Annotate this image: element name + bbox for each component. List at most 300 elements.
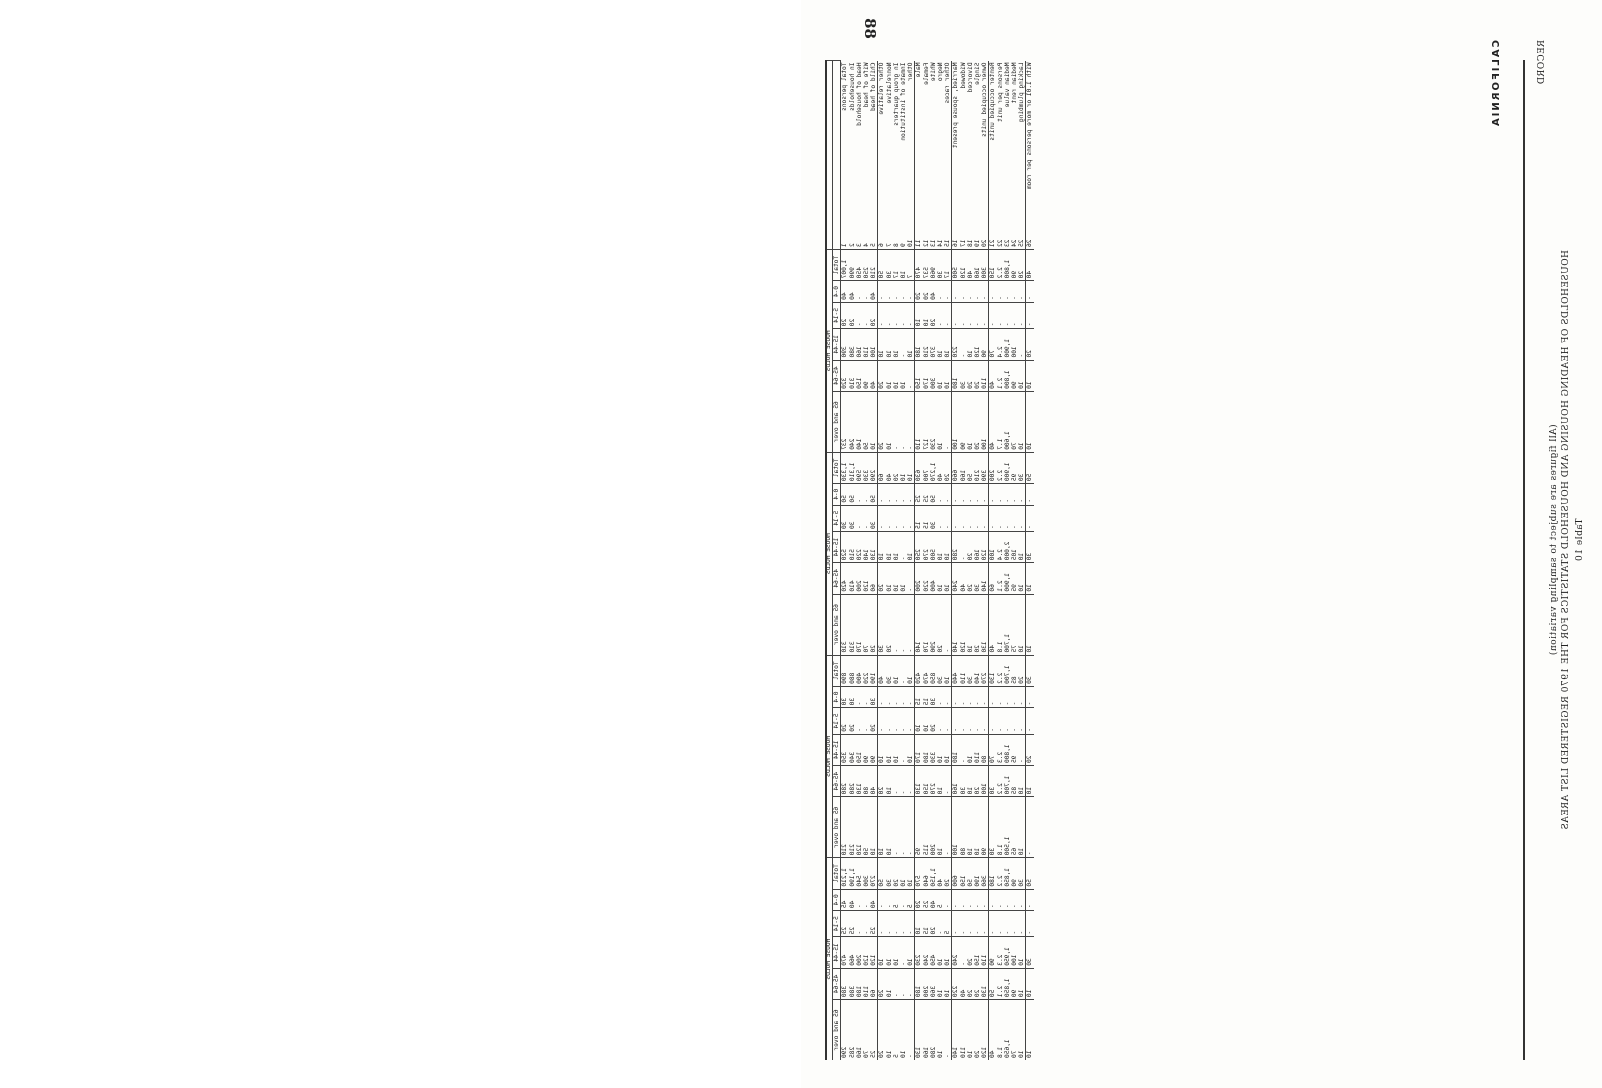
table-cell: 1,800 xyxy=(1004,250,1011,281)
table-cell: - xyxy=(981,889,989,910)
table-cell: 270 xyxy=(870,858,878,889)
table-cell: 100 xyxy=(870,329,878,360)
table-cell: 10 xyxy=(944,937,952,968)
table-cell: - xyxy=(960,281,967,302)
table-cell: 30 xyxy=(1026,531,1034,562)
table-cell: - xyxy=(863,708,870,734)
table-cell: - xyxy=(900,708,907,734)
table-cell: 170 xyxy=(856,594,863,655)
table-cell: 50 xyxy=(930,484,937,505)
table-cell: 140 xyxy=(952,1000,960,1060)
row-label xyxy=(937,61,944,250)
table-cell: 127 xyxy=(923,391,930,452)
table-cell: 10 xyxy=(923,708,930,734)
table-cell: 90 xyxy=(870,734,878,765)
table-cell: 290 xyxy=(841,1000,849,1060)
table-cell: - xyxy=(907,505,915,531)
table-cell: - xyxy=(944,484,952,505)
table-cell: 10 xyxy=(1018,766,1026,797)
table-cell: 90 xyxy=(989,937,997,968)
table-cell: - xyxy=(952,484,960,505)
table-cell: 240 xyxy=(923,937,930,968)
table-cell: 520 xyxy=(841,531,849,562)
table-cell: 240 xyxy=(952,937,960,968)
table-cell: 150 xyxy=(856,360,863,391)
table-cell: 10 xyxy=(907,937,915,968)
table-cell: 130 xyxy=(856,766,863,797)
table-cell: - xyxy=(989,505,997,531)
table-cell: 150 xyxy=(960,858,967,889)
table-cell: 130 xyxy=(915,1000,923,1060)
table-cell: 25 xyxy=(923,484,930,505)
column-header: 0-4 xyxy=(833,281,841,302)
table-cell: 90 xyxy=(1011,968,1018,999)
table-cell: - xyxy=(1026,911,1034,937)
table-cell: 160 xyxy=(974,531,981,562)
table-cell: 210 xyxy=(849,797,856,858)
table-cell: 70 xyxy=(863,594,870,655)
table-cell: - xyxy=(989,484,997,505)
table-cell: - xyxy=(856,281,863,302)
column-header: 45-64 xyxy=(833,563,841,594)
row-label-text: Divorced xyxy=(966,62,974,93)
table-cell: 10 xyxy=(967,594,974,655)
table-cell: 10 xyxy=(893,563,900,594)
table-cell: - xyxy=(967,281,974,302)
table-cell: - xyxy=(900,889,907,910)
table-cell: - xyxy=(1018,889,1026,910)
row-line-number: 21 xyxy=(989,239,997,248)
table-cell: 130 xyxy=(981,968,989,999)
row-label xyxy=(856,61,863,250)
table-cell: 90 xyxy=(863,734,870,765)
table-row xyxy=(886,61,893,1061)
table-cell: - xyxy=(886,889,893,910)
table-cell: 10 xyxy=(1018,594,1026,655)
row-line-number: 2 xyxy=(848,243,856,248)
table-cell: 90 xyxy=(1011,250,1018,281)
table-cell: 10 xyxy=(1026,766,1034,797)
table-cell: 1,500 xyxy=(1004,797,1011,858)
table-cell: 500 xyxy=(930,531,937,562)
table-cell: 30 xyxy=(937,250,944,281)
row-label xyxy=(915,61,923,250)
table-cell: 10 xyxy=(886,937,893,968)
table-cell: 105 xyxy=(1011,531,1018,562)
row-label xyxy=(997,61,1004,250)
table-cell: 10 xyxy=(878,797,886,858)
table-cell: - xyxy=(907,766,915,797)
table-cell: 20 xyxy=(870,302,878,328)
row-label-text: White xyxy=(929,62,937,82)
table-cell: 210 xyxy=(974,452,981,483)
table-cell: 50 xyxy=(841,484,849,505)
table-cell: 60 xyxy=(878,452,886,483)
table-cell: 140 xyxy=(856,391,863,452)
table-cell: 280 xyxy=(952,531,960,562)
column-header: Total xyxy=(833,858,841,889)
table-cell: 10 xyxy=(1018,797,1026,858)
table-cell: - xyxy=(907,911,915,937)
table-cell: 170 xyxy=(915,734,923,765)
row-line-number: 24 xyxy=(1011,239,1019,248)
table-cell: - xyxy=(967,686,974,707)
table-cell: - xyxy=(960,911,967,937)
table-cell: 5 xyxy=(907,889,915,910)
table-cell: 20 xyxy=(967,937,974,968)
table-cell: - xyxy=(893,302,900,328)
table-cell: 510 xyxy=(849,531,856,562)
table-cell: 10 xyxy=(923,302,930,328)
table-cell: 700 xyxy=(923,452,930,483)
table-cell: - xyxy=(960,708,967,734)
table-cell: - xyxy=(900,734,907,765)
table-cell: - xyxy=(893,911,900,937)
column-group-row xyxy=(825,61,833,1061)
table-cell: - xyxy=(900,302,907,328)
table-cell: 70 xyxy=(989,734,997,765)
table-cell: - xyxy=(981,708,989,734)
table-cell: 20 xyxy=(923,281,930,302)
column-group: HOUSE HOLDS xyxy=(825,250,833,453)
table-cell: - xyxy=(863,889,870,910)
table-cell: 120 xyxy=(960,594,967,655)
table-cell: 10 xyxy=(967,1000,974,1060)
table-cell: 10 xyxy=(1018,360,1026,391)
table-cell: - xyxy=(981,302,989,328)
table-cell: 150 xyxy=(915,360,923,391)
table-cell: - xyxy=(863,281,870,302)
row-label-text: With 1.01 or more persons per room xyxy=(1026,62,1034,190)
table-cell: - xyxy=(878,281,886,302)
table-cell: 10 xyxy=(967,329,974,360)
table-cell: 10 xyxy=(878,734,886,765)
table-cell: 40 xyxy=(989,1000,997,1060)
column-header: 65 and over xyxy=(833,1000,841,1060)
table-cell: - xyxy=(1004,484,1011,505)
row-line-number: 11 xyxy=(915,239,923,248)
table-cell: 2.1 xyxy=(997,968,1004,999)
table-cell: 420 xyxy=(841,563,849,594)
table-cell: - xyxy=(981,505,989,531)
table-cell: 20 xyxy=(974,968,981,999)
column-header: 65 and over xyxy=(833,797,841,858)
table-cell: 5 xyxy=(937,889,944,910)
table-cell: - xyxy=(886,302,893,328)
table-row xyxy=(960,61,967,1061)
table-cell: 15 xyxy=(915,686,923,707)
table-cell: - xyxy=(863,484,870,505)
row-line-number: 9 xyxy=(900,243,908,248)
row-label-text: Inmate of institution xyxy=(900,62,908,141)
table-cell: 20 xyxy=(967,360,974,391)
table-cell: 240 xyxy=(952,563,960,594)
table-cell: 30 xyxy=(886,858,893,889)
table-row xyxy=(1018,61,1026,1061)
table-cell: 50 xyxy=(967,452,974,483)
table-cell: 1,210 xyxy=(841,858,849,889)
row-label xyxy=(989,61,997,250)
table-row xyxy=(907,61,915,1061)
table-cell: - xyxy=(856,911,863,937)
table-cell: 10 xyxy=(907,734,915,765)
table-cell: - xyxy=(1018,911,1026,937)
table-cell: 1,600 xyxy=(1004,391,1011,452)
table-cell: - xyxy=(944,302,952,328)
row-line-number: 8 xyxy=(892,243,900,248)
table-cell: - xyxy=(1018,302,1026,328)
table-cell: 30 xyxy=(1026,655,1034,686)
table-cell: 95 xyxy=(1011,734,1018,765)
table-cell: 110 xyxy=(863,968,870,999)
table-cell: 40 xyxy=(930,281,937,302)
row-line-number: 22 xyxy=(996,239,1004,248)
table-cell: 10 xyxy=(967,391,974,452)
column-header: 65 and over xyxy=(833,594,841,655)
row-label-text: Median value xyxy=(1003,62,1011,108)
table-cell: 850 xyxy=(930,655,937,686)
table-cell: 10 xyxy=(893,937,900,968)
table-cell: 100 xyxy=(989,531,997,562)
table-cell: 10 xyxy=(944,563,952,594)
table-cell: - xyxy=(989,302,997,328)
table-cell: - xyxy=(907,281,915,302)
table-cell: 20 xyxy=(974,360,981,391)
table-cell: 10 xyxy=(1026,968,1034,999)
table-cell: 220 xyxy=(952,968,960,999)
table-cell: - xyxy=(1018,708,1026,734)
table-cell: 65 xyxy=(1011,797,1018,858)
table-cell: - xyxy=(907,484,915,505)
column-header: 5-14 xyxy=(833,505,841,531)
table-cell: 70 xyxy=(1011,1000,1018,1060)
column-header: 5-14 xyxy=(833,302,841,328)
table-cell: - xyxy=(907,1000,915,1060)
table-cell: 50 xyxy=(863,391,870,452)
table-cell: 20 xyxy=(930,708,937,734)
page xyxy=(801,0,1602,1088)
table-cell: 140 xyxy=(915,594,923,655)
row-label xyxy=(967,61,974,250)
table-cell: 180 xyxy=(952,360,960,391)
table-cell: 10 xyxy=(886,1000,893,1060)
table-cell: - xyxy=(900,594,907,655)
table-cell: 40 xyxy=(989,360,997,391)
table-cell: - xyxy=(944,391,952,452)
row-label-text: Persons per unit xyxy=(996,62,1004,123)
table-cell: 30 xyxy=(1018,452,1026,483)
table-row xyxy=(1026,61,1034,1061)
table-cell: 450 xyxy=(930,937,937,968)
table-cell: - xyxy=(960,531,967,562)
column-header: 5-14 xyxy=(833,708,841,734)
table-cell: 10 xyxy=(1026,563,1034,594)
table-cell: 60 xyxy=(989,563,997,594)
table-cell: 420 xyxy=(915,655,923,686)
table-cell: 110 xyxy=(981,937,989,968)
stub-head xyxy=(825,61,833,250)
table-cell: - xyxy=(952,302,960,328)
table-cell: - xyxy=(900,329,907,360)
row-label xyxy=(907,61,915,250)
table-cell: 10 xyxy=(900,452,907,483)
table-cell: 20 xyxy=(1018,250,1026,281)
table-cell: 1,310 xyxy=(849,452,856,483)
table-cell: - xyxy=(960,686,967,707)
table-cell: 30 xyxy=(930,505,937,531)
table-cell: 50 xyxy=(878,250,886,281)
row-line-number: 7 xyxy=(885,243,893,248)
table-cell: 130 xyxy=(989,655,997,686)
table-cell: - xyxy=(856,505,863,531)
table-cell: 115 xyxy=(923,797,930,858)
row-label xyxy=(930,61,937,250)
table-cell: - xyxy=(974,302,981,328)
table-cell: - xyxy=(856,686,863,707)
table-cell: 70 xyxy=(863,1000,870,1060)
row-label-text: Head of household xyxy=(855,62,863,126)
table-cell: 10 xyxy=(937,797,944,858)
table-cell: - xyxy=(937,686,944,707)
table-cell: 290 xyxy=(870,452,878,483)
table-cell: 90 xyxy=(1011,858,1018,889)
table-cell: 470 xyxy=(841,937,849,968)
table-cell: 10 xyxy=(967,766,974,797)
table-cell: - xyxy=(974,686,981,707)
table-cell: - xyxy=(981,484,989,505)
row-label-text: Lacking plumbing xyxy=(1018,62,1026,123)
table-cell: - xyxy=(960,505,967,531)
table-cell: - xyxy=(974,911,981,937)
table-cell: 20 xyxy=(849,302,856,328)
row-label-text: Nonrelative xyxy=(885,62,893,104)
column-header: 45-64 xyxy=(833,360,841,391)
table-cell: - xyxy=(856,708,863,734)
table-cell: 170 xyxy=(923,594,930,655)
table-cell: 140 xyxy=(981,563,989,594)
table-cell: 20 xyxy=(930,911,937,937)
table-cell: 2.3 xyxy=(997,937,1004,968)
row-label-text: Child of head xyxy=(870,62,878,111)
stub-head xyxy=(833,61,841,250)
table-cell: 1,150 xyxy=(930,858,937,889)
table-cell: 30 xyxy=(849,505,856,531)
table-cell: 10 xyxy=(900,858,907,889)
table-cell: - xyxy=(997,302,1004,328)
table-cell: 140 xyxy=(974,655,981,686)
table-cell: 20 xyxy=(944,452,952,483)
table-cell: 90 xyxy=(981,797,989,858)
table-cell: 40 xyxy=(870,360,878,391)
table-cell: 320 xyxy=(841,360,849,391)
table-cell: 30 xyxy=(974,563,981,594)
table-cell: - xyxy=(960,937,967,968)
table-cell: 10 xyxy=(886,734,893,765)
table-cell: 30 xyxy=(930,686,937,707)
table-cell: 220 xyxy=(863,655,870,686)
table-row xyxy=(1004,61,1011,1061)
table-cell: 7 xyxy=(907,250,915,281)
table-cell: 70 xyxy=(1011,391,1018,452)
table-cell: 170 xyxy=(923,360,930,391)
table-cell: - xyxy=(997,889,1004,910)
table-cell: - xyxy=(878,302,886,328)
row-label-text: Single xyxy=(974,62,982,85)
table-cell: - xyxy=(863,505,870,531)
row-label-text: Female xyxy=(922,62,930,85)
table-cell: 390 xyxy=(981,452,989,483)
table-row xyxy=(1011,61,1018,1061)
table-cell: 220 xyxy=(923,563,930,594)
row-label-text: Total persons xyxy=(841,62,849,111)
table-row xyxy=(967,61,974,1061)
row-label-text: Married, spouse present xyxy=(952,62,960,149)
side-label: CALIFORNIA xyxy=(1491,40,1502,129)
table-cell: 10 xyxy=(944,531,952,562)
table-cell: 1,700 xyxy=(1004,594,1011,655)
table-cell: - xyxy=(1004,302,1011,328)
table-cell: 285 xyxy=(849,1000,856,1060)
table-cell: 30 xyxy=(937,655,944,686)
table-cell: 17 xyxy=(944,250,952,281)
row-line-number: 16 xyxy=(952,239,960,248)
table-row xyxy=(893,61,900,1061)
table-cell: 10 xyxy=(937,937,944,968)
table-cell: 20 xyxy=(915,889,923,910)
table-cell: 120 xyxy=(856,797,863,858)
table-cell: 15 xyxy=(923,911,930,937)
table-cell: 20 xyxy=(841,302,849,328)
row-label xyxy=(952,61,960,250)
table-cell: 10 xyxy=(886,391,893,452)
table-cell: 440 xyxy=(952,655,960,686)
table-cell: 10 xyxy=(937,531,944,562)
table-cell: 10 xyxy=(878,329,886,360)
table-cell: - xyxy=(893,766,900,797)
table-cell: 1,007 xyxy=(841,250,849,281)
table-cell: - xyxy=(1026,686,1034,707)
table-cell: 20 xyxy=(841,708,849,734)
table-cell: 30 xyxy=(878,594,886,655)
table-cell: - xyxy=(997,484,1004,505)
table-cell: - xyxy=(952,889,960,910)
table-cell: 2.3 xyxy=(997,734,1004,765)
table-cell: - xyxy=(1004,686,1011,707)
table-cell: - xyxy=(997,911,1004,937)
table-cell: - xyxy=(1018,505,1026,531)
table-cell: - xyxy=(989,911,997,937)
table-cell: 310 xyxy=(849,360,856,391)
table-cell: 180 xyxy=(923,734,930,765)
table-cell: 270 xyxy=(930,766,937,797)
table-row xyxy=(944,61,952,1061)
table-cell: 40 xyxy=(1026,250,1034,281)
table-cell: - xyxy=(997,686,1004,707)
table-cell: 1,900 xyxy=(1004,563,1011,594)
table-cell: 1,330 xyxy=(841,452,849,483)
table-cell: 20 xyxy=(944,858,952,889)
table-cell: - xyxy=(856,484,863,505)
table-cell: 1.8 xyxy=(997,797,1004,858)
table-cell: 120 xyxy=(981,531,989,562)
table-row xyxy=(870,61,878,1061)
table-cell: 2.1 xyxy=(997,360,1004,391)
table-cell: - xyxy=(893,281,900,302)
table-cell: - xyxy=(1026,302,1034,328)
table-cell: - xyxy=(1004,281,1011,302)
table-row xyxy=(841,61,849,1061)
row-label-text: In households xyxy=(848,62,856,111)
